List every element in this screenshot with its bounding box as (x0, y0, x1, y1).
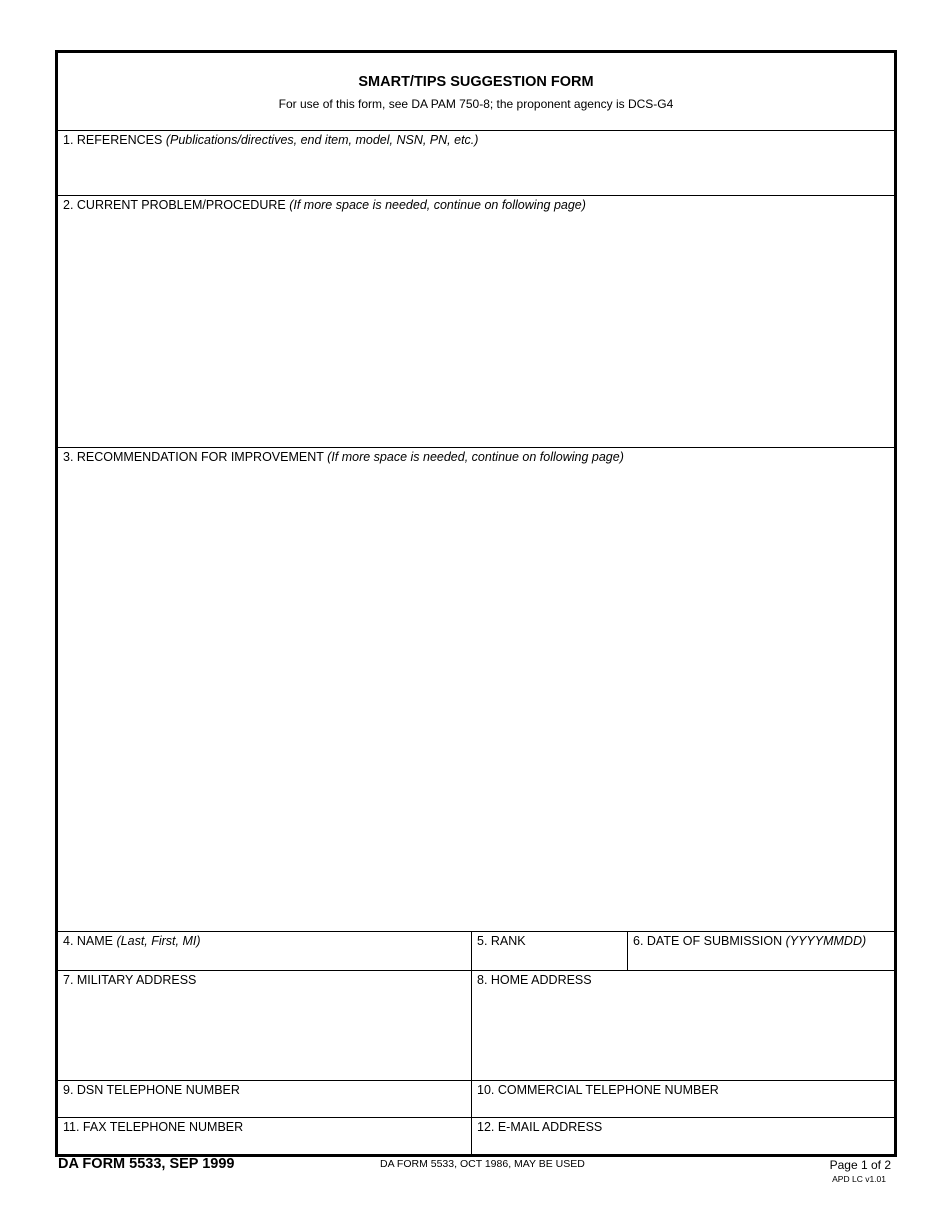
fax-email-section (58, 1118, 894, 1154)
commercial-phone-input[interactable] (476, 1099, 890, 1114)
name-label: 4. NAME (Last, First, MI) (63, 934, 201, 948)
current-problem-label: 2. CURRENT PROBLEM/PROCEDURE (If more space is needed, continue on following page) (63, 198, 586, 212)
commercial-phone-cell (471, 1081, 894, 1117)
dsn-phone-label: 9. DSN TELEPHONE NUMBER (63, 1083, 240, 1097)
references-label: 1. REFERENCES (Publications/directives, end item, model, NSN, PN, etc.) (63, 133, 479, 147)
email-cell (471, 1118, 894, 1154)
home-address-input[interactable] (476, 989, 890, 1077)
current-problem-input[interactable] (62, 214, 890, 444)
name-rank-date-section (58, 932, 894, 971)
email-input[interactable] (476, 1136, 890, 1151)
military-address-input[interactable] (62, 989, 467, 1077)
references-cell (58, 131, 894, 195)
smart-tips-form (55, 50, 897, 1157)
current-problem-cell (58, 196, 894, 447)
home-address-label: 8. HOME ADDRESS (477, 973, 592, 987)
page-number: Page 1 of 2 (829, 1158, 891, 1172)
references-input[interactable] (62, 149, 890, 192)
recommendation-input[interactable] (62, 466, 890, 928)
date-cell (627, 932, 894, 970)
recommendation-cell (58, 448, 894, 931)
name-cell (58, 932, 471, 970)
rank-input[interactable] (476, 950, 623, 967)
date-input[interactable] (632, 950, 890, 967)
military-address-label: 7. MILITARY ADDRESS (63, 973, 197, 987)
recommendation-label: 3. RECOMMENDATION FOR IMPROVEMENT (If more space is needed, continue on following page) (63, 450, 624, 464)
home-address-cell (471, 971, 894, 1080)
name-input[interactable] (62, 950, 467, 967)
fax-phone-label: 11. FAX TELEPHONE NUMBER (63, 1120, 244, 1134)
version-label: APD LC v1.01 (832, 1174, 886, 1184)
fax-phone-input[interactable] (62, 1136, 467, 1151)
military-address-cell (58, 971, 471, 1080)
dsn-phone-input[interactable] (62, 1099, 467, 1114)
references-section (58, 131, 894, 196)
dsn-phone-cell (58, 1081, 471, 1117)
form-subtitle: For use of this form, see DA PAM 750-8; the proponent agency is DCS-G4 (278, 97, 674, 111)
email-label: 12. E-MAIL ADDRESS (477, 1120, 603, 1134)
phone-section (58, 1081, 894, 1118)
fax-phone-cell (58, 1118, 471, 1154)
commercial-phone-label: 10. COMMERCIAL TELEPHONE NUMBER (477, 1083, 719, 1097)
address-section (58, 971, 894, 1081)
form-header (58, 53, 894, 131)
rank-cell (471, 932, 627, 970)
form-number: DA FORM 5533, SEP 1999 (58, 1156, 235, 1172)
form-title: SMART/TIPS SUGGESTION FORM (358, 74, 594, 90)
supersedes-note: DA FORM 5533, OCT 1986, MAY BE USED (380, 1158, 585, 1170)
date-label: 6. DATE OF SUBMISSION (YYYYMMDD) (633, 934, 867, 948)
current-problem-section (58, 196, 894, 448)
recommendation-section (58, 448, 894, 932)
rank-label: 5. RANK (477, 934, 526, 948)
